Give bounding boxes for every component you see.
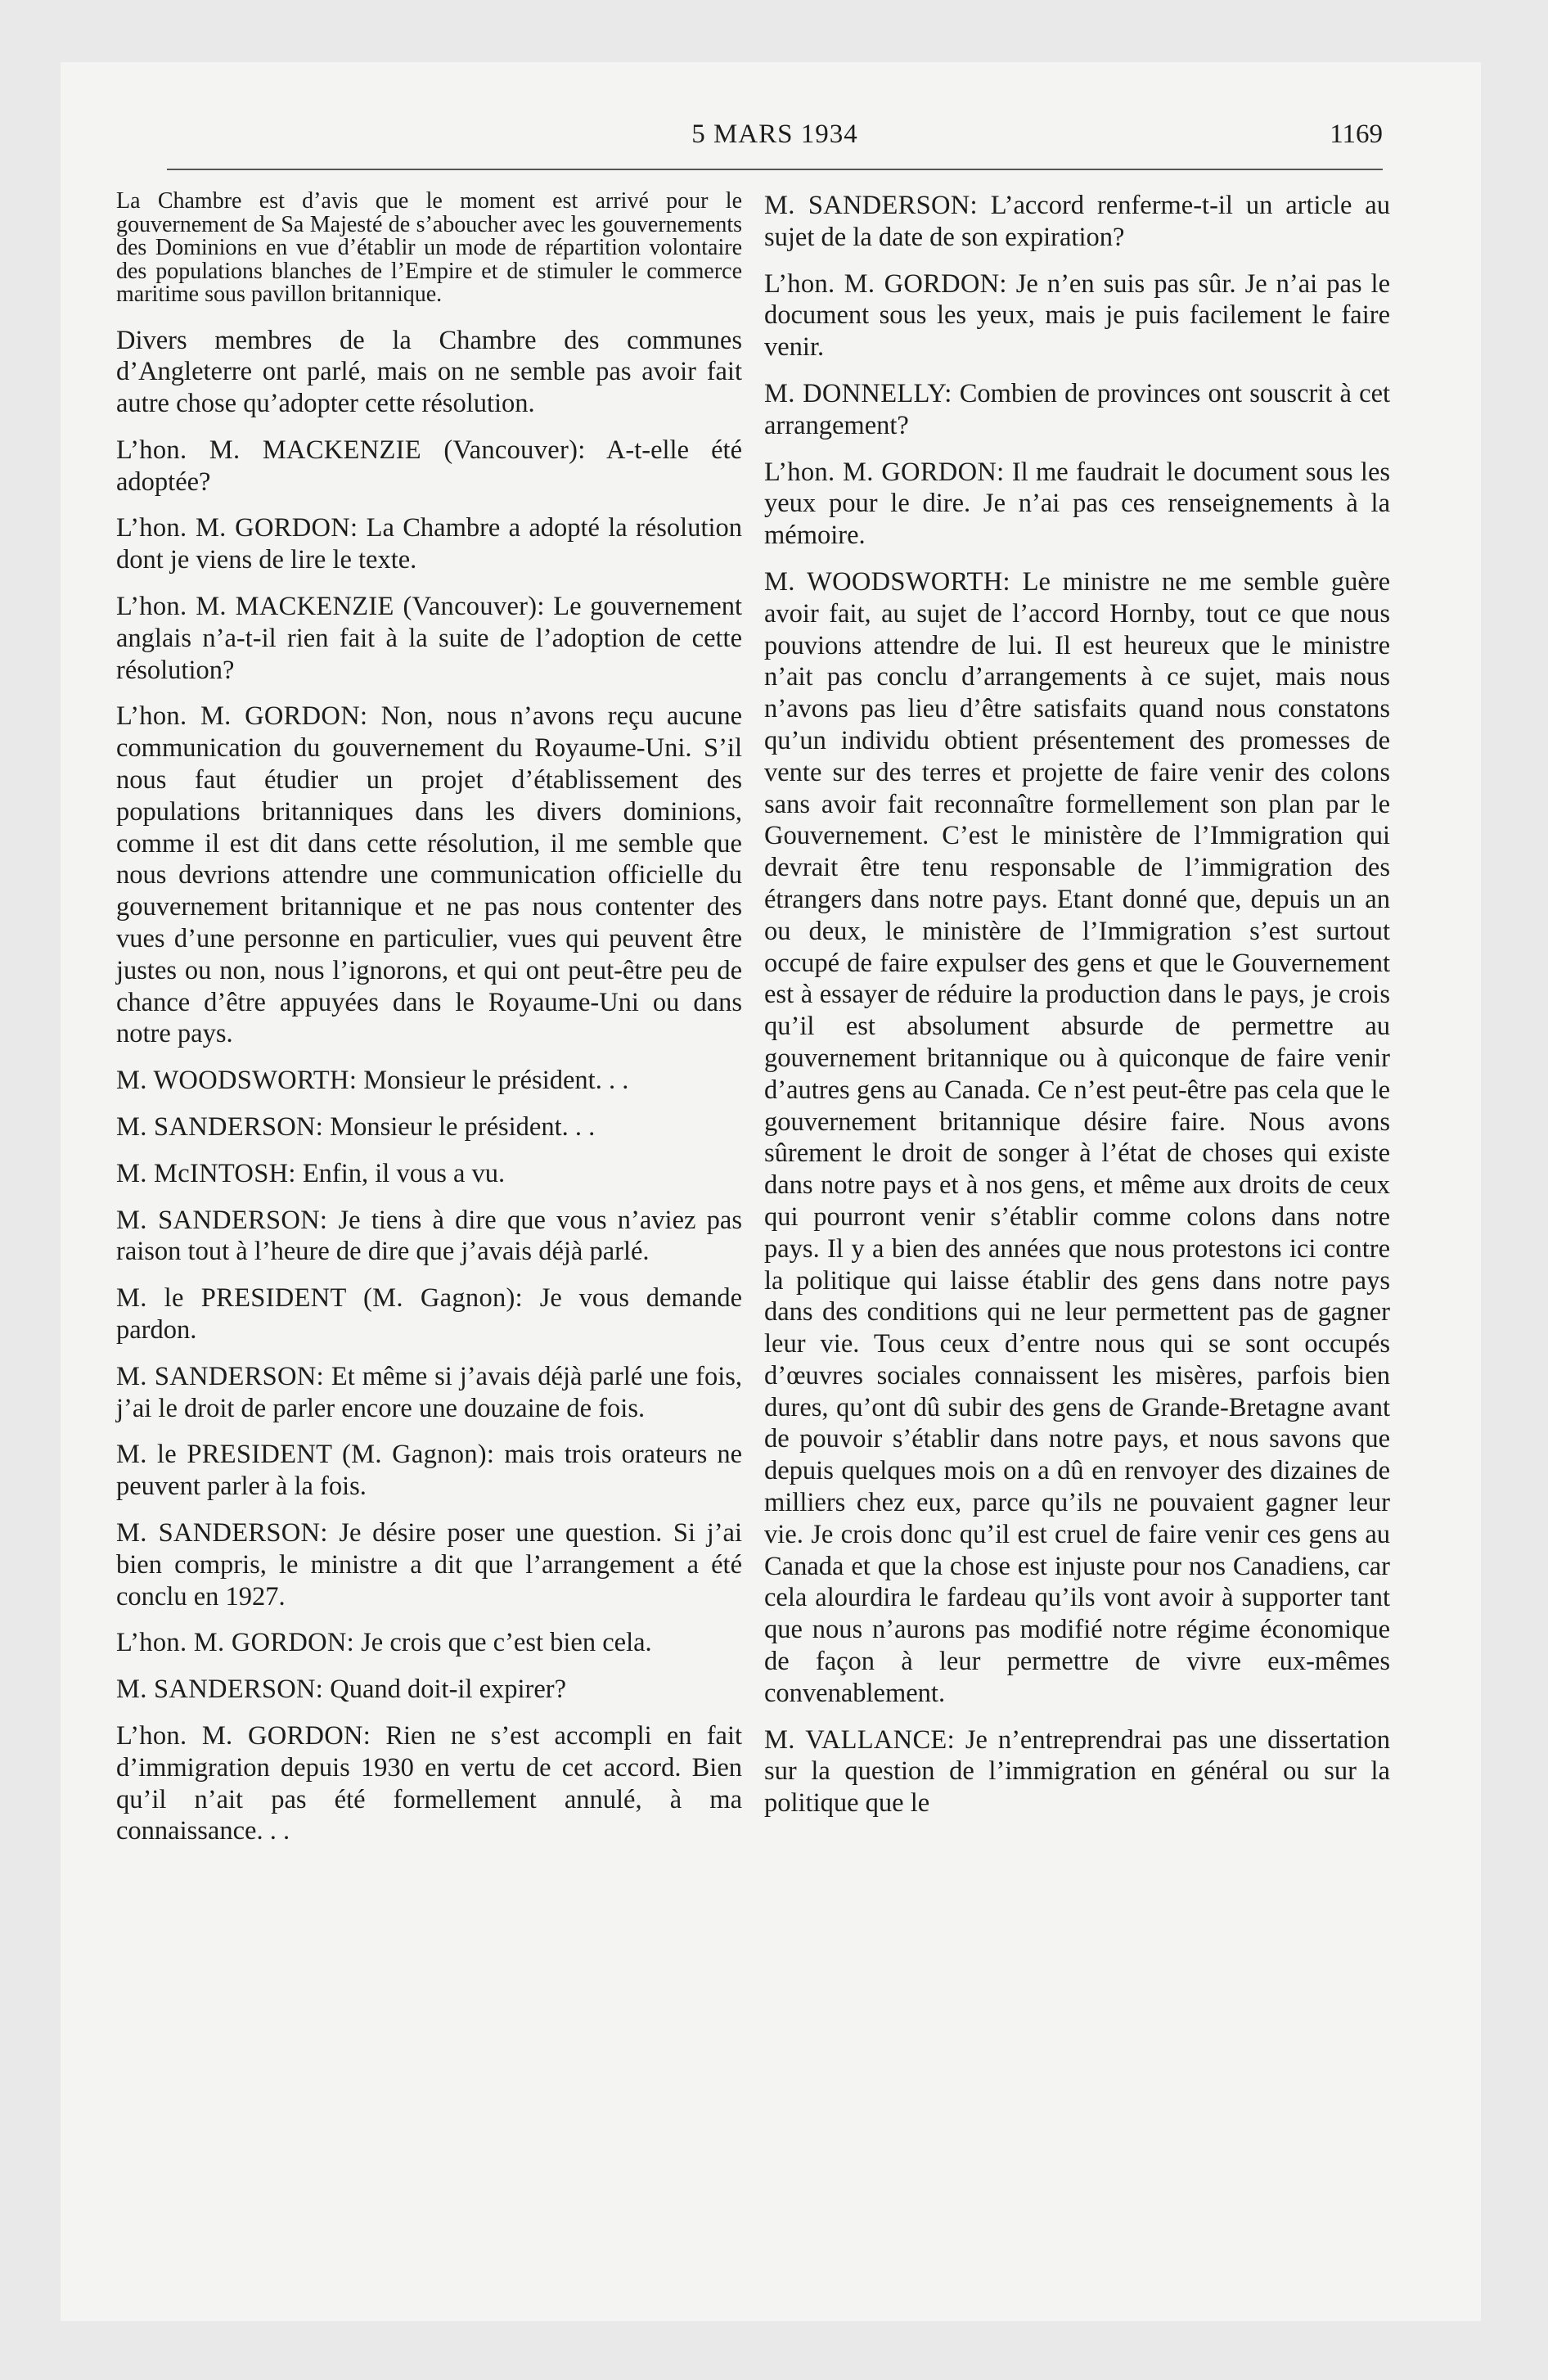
speech-text: Monsieur le président. . . — [330, 1112, 596, 1143]
speaker-name: M. le PRESIDENT (M. Gagnon): — [116, 1283, 523, 1314]
speech-text: Je vous demande pardon. — [116, 1283, 743, 1346]
right-column — [764, 190, 1390, 1834]
speech-text: L’accord renferme-t-il un article au sujet de la date de son expiration? — [764, 191, 1390, 252]
speaker-name: M. le PRESIDENT (M. Gagnon): — [116, 1440, 495, 1470]
speech-text: Et même si j’avais déjà parlé une fois, j’ai le droit de parler encore une douzaine de fois. — [116, 1361, 743, 1423]
speech-text: mais trois orateurs ne peuvent parler à la fois. — [116, 1440, 743, 1502]
speech-text: Le ministre ne me semble guère avoir fait, au sujet de l’accord Hornby, tout ce que nous pouvions attendre de lui. Il est heureux que le ministre n’ait pas conclu d’arrangements à ce sujet, mais nous n’avons pas lieu d’être satisfaits quand nous constatons qu’un individu obtient présentement des promesses de vente sur des terres et projette de faire venir des colons sans avoir fait reconnaître formellement son plan par le Gouvernement. C’est le ministère de l’Immigration qui devrait être tenu responsable de l’immigration des étrangers dans notre pays. Etant donné que, depuis un an ou deux, le ministère de l’Immigration s’est surtout occupé de faire expulser des gens et que le Gouvernement est à essayer de réduire la production dans le pays, je crois qu’il est absolument absurde de permettre au gouvernement britannique ou à quiconque de faire venir d’autres gens au Canada. Ce n’est peut-être pas cela que le gouvernement britannique désire faire. Nous avons sûrement le droit de songer à l’état de choses qui existe dans notre pays et à nos gens, et même aux droits de ceux qui pourront venir s’établir comme colons dans notre pays. Il y a bien des années que nous protestons ici contre la politique qui laisse établir des gens dans notre pays dans des conditions qui ne leur permettent pas de gagner leur vie. Tous ceux d’entre nous qui se sont occupés d’œuvres sociales connaissent les misères, parfois bien dures, qu’ont dû subir des gens de Grande-Bretagne avant de pouvoir s’établir dans notre pays, et nous savons que depuis quelques mois on a dû en renvoyer des dizaines de milliers chez eux, parce qu’ils ne pouvaient gagner leur vie. Je crois donc qu’il est cruel de faire venir ces gens au Canada et que la chose est injuste pour nos Canadiens, car cela alourdira le fardeau qu’ils vont avoir à supporter tant que nous n’aurons pas modifié notre régime économique de façon à leur permettre de vivre eux-mêmes convenablement. — [764, 566, 1390, 1708]
speaker-name: M. SANDERSON: — [764, 191, 978, 220]
speech — [116, 1439, 742, 1503]
page-header — [167, 119, 1383, 170]
speech-text: Je désire poser une question. Si j’ai bien compris, le ministre a dit que l’arrangement a été conclu en 1927. — [116, 1518, 742, 1611]
page-number: 1169 — [1330, 119, 1383, 149]
speech — [764, 566, 1390, 1710]
speech — [764, 457, 1390, 552]
speech — [116, 1111, 742, 1143]
speech-text: Je tiens à dire que vous n’aviez pas raison tout à l’heure de dire que j’avais déjà parlé. — [116, 1205, 743, 1267]
speech — [764, 190, 1390, 254]
speaker-name: M. McINTOSH: — [116, 1158, 296, 1188]
speech — [116, 1282, 742, 1346]
speech-text: La Chambre a adopté la résolution dont je viens de lire le texte. — [116, 513, 743, 575]
speech — [116, 1205, 742, 1269]
speech-text: Quand doit-il expirer? — [330, 1675, 567, 1705]
speaker-name: L’hon. M. GORDON: — [116, 701, 368, 732]
paragraph-text: La Chambre est d’avis que le moment est arrivé pour le gouvernement de Sa Majesté de s’aboucher avec les gouvernements des Dominions en vue d’établir un mode de répartition volontaire des populations blanches de l’Empire et de stimuler le commerce maritime sous pavillon britannique. — [116, 188, 742, 307]
speech — [116, 1065, 742, 1097]
speech — [764, 1724, 1390, 1819]
speech — [116, 435, 742, 498]
speaker-name: L’hon. M. GORDON: — [764, 268, 1007, 299]
speaker-name: M. SANDERSON: — [116, 1361, 324, 1391]
speech-text: Rien ne s’est accompli en fait d’immigration depuis 1930 en vertu de cet accord. Bien qu’il n’ait pas été formellement annulé, à ma connaissance. . . — [116, 1720, 743, 1846]
speech — [116, 1674, 742, 1706]
speaker-name: M. SANDERSON: — [116, 1518, 328, 1548]
speech-text: Monsieur le président. . . — [363, 1066, 629, 1096]
speech — [116, 1627, 742, 1659]
speech — [116, 1517, 742, 1612]
speaker-name: M. SANDERSON: — [116, 1675, 324, 1705]
paragraph-text: Divers membres de la Chambre des communes d’Angleterre ont parlé, mais on ne semble pas avoir fait autre chose qu’adopter cette résolution. — [116, 325, 742, 419]
speaker-name: L’hon. M. MACKENZIE (Vancouver): — [116, 435, 586, 465]
paragraph — [116, 325, 742, 420]
speech-text: Il me faudrait le document sous les yeux pour le dire. Je n’ai pas ces renseignements à la mémoire. — [764, 457, 1391, 551]
speech — [764, 268, 1390, 363]
speaker-name: L’hon. M. GORDON: — [116, 513, 358, 543]
speech — [116, 512, 742, 576]
speech — [116, 1158, 742, 1190]
left-column — [116, 190, 742, 1862]
speaker-name: M. WOODSWORTH: — [116, 1066, 358, 1096]
paragraph — [116, 190, 742, 307]
speaker-name: L’hon. M. GORDON: — [116, 1628, 354, 1658]
speaker-name: L’hon. M. GORDON: — [764, 457, 1005, 487]
speech-text: Combien de provinces ont souscrit à cet arrangement? — [764, 378, 1391, 440]
speech-text: Je crois que c’est bien cela. — [361, 1628, 652, 1658]
speaker-name: M. WOODSWORTH: — [764, 566, 1010, 597]
speaker-name: M. DONNELLY: — [764, 378, 952, 408]
speaker-name: M. SANDERSON: — [116, 1112, 324, 1143]
speaker-name: L’hon. M. MACKENZIE (Vancouver): — [116, 592, 545, 622]
speaker-name: L’hon. M. GORDON: — [116, 1720, 371, 1751]
speech — [116, 591, 742, 686]
speech-text: A-t-elle été adoptée? — [116, 435, 742, 497]
speech — [116, 1720, 742, 1847]
speaker-name: M. SANDERSON: — [116, 1205, 328, 1235]
speech — [116, 1361, 742, 1425]
speech-text: Je n’en suis pas sûr. Je n’ai pas le document sous les yeux, mais je puis facilement le faire venir. — [764, 268, 1390, 363]
speaker-name: M. VALLANCE: — [764, 1724, 955, 1755]
document-page — [61, 62, 1481, 2321]
header-date: 5 MARS 1934 — [691, 119, 858, 149]
speech-text: Je n’entreprendrai pas une dissertation sur la question de l’immigration en général ou sur la politique que le — [764, 1724, 1390, 1819]
speech-text: Le gouvernement anglais n’a-t-il rien fait à la suite de l’adoption de cette résolution? — [116, 592, 743, 685]
speech-text: Enfin, il vous a vu. — [302, 1158, 506, 1188]
speech-text: Non, nous n’avons reçu aucune communication du gouvernement du Royaume-Uni. S’il nous faut étudier un projet d’établissement des populations britanniques dans les divers dominions, comme il est dit dans cette résolution, il me semble que nous devrions attendre une communication officielle du gouvernement britannique et ne pas nous contenter des vues d’une personne en particulier, vues qui peuvent être justes ou non, nous l’ignorons, et qui ont peut-être peu de chance d’être appuyées dans le Royaume-Uni ou dans notre pays. — [116, 701, 743, 1049]
speech — [764, 378, 1390, 442]
speech — [116, 701, 742, 1050]
